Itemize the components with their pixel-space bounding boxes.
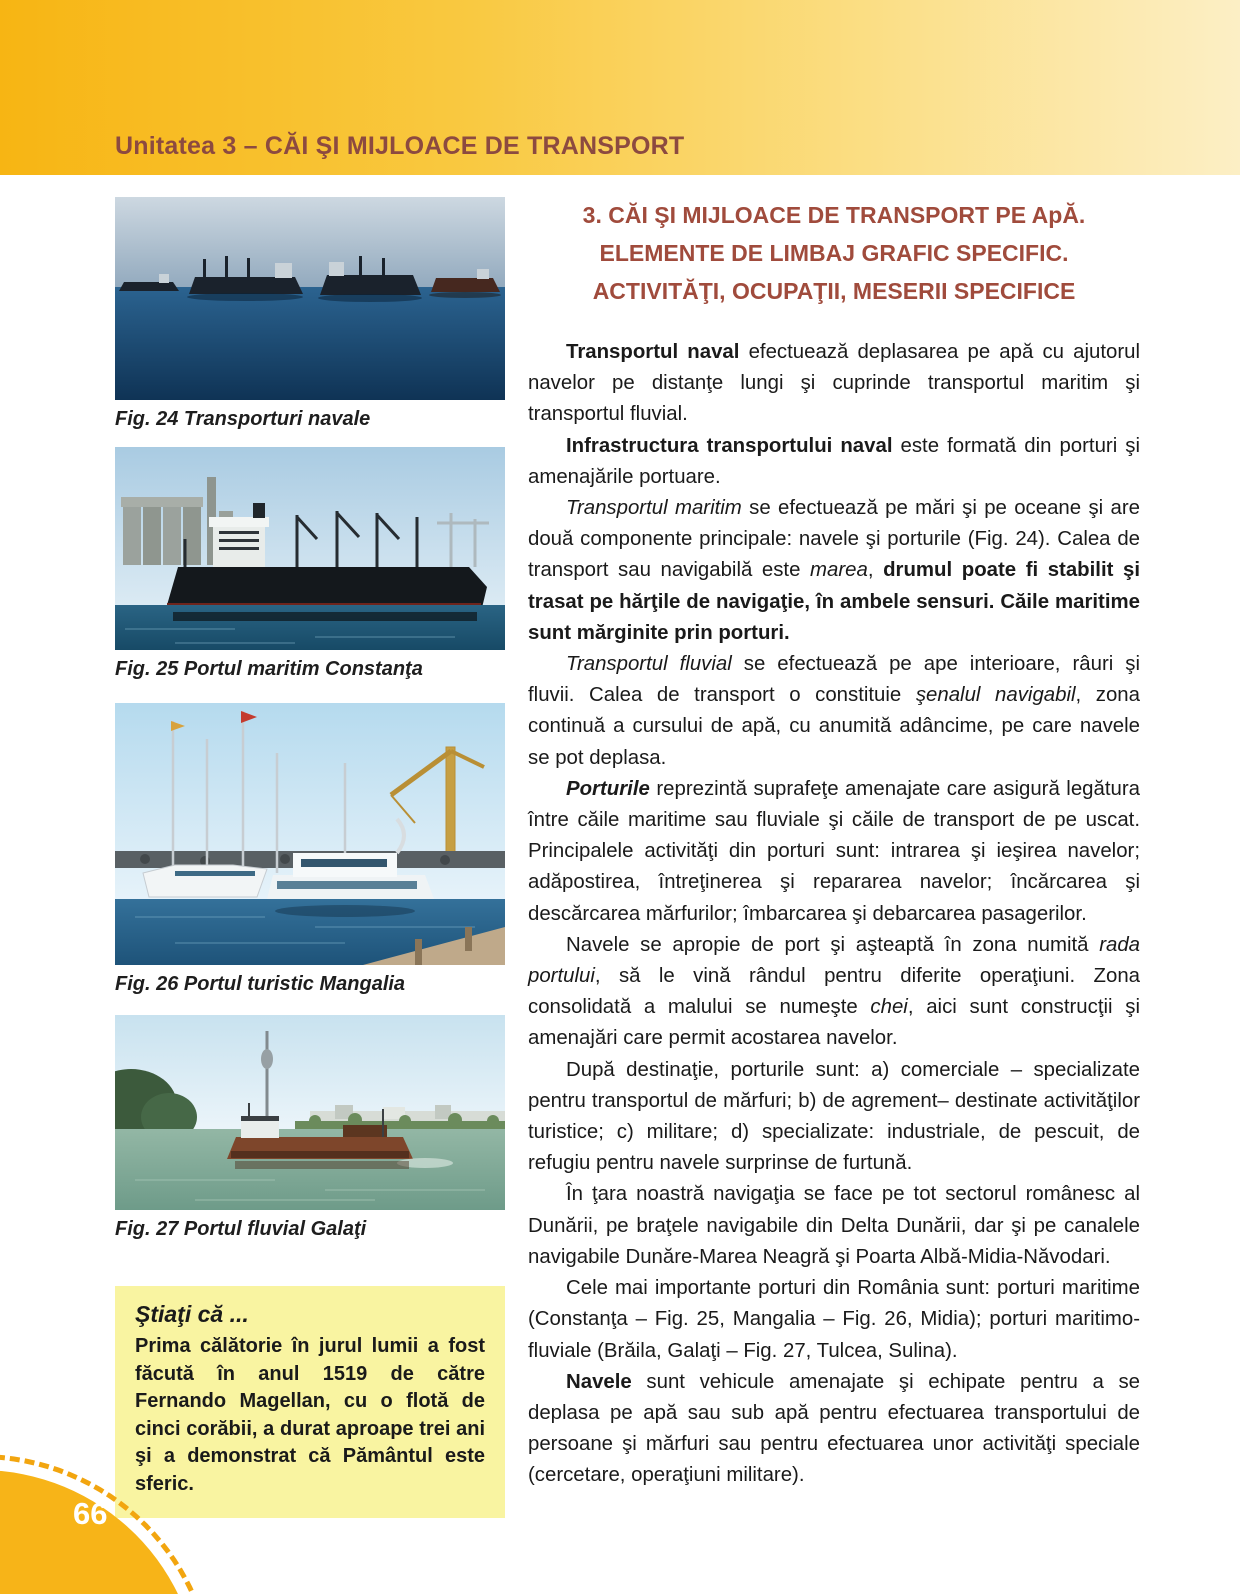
did-you-know-box xyxy=(115,1286,505,1518)
page-number: 66 xyxy=(73,1496,108,1531)
figure-25-caption: Fig. 25 Portul maritim Constanţa xyxy=(115,658,423,680)
figure-24-caption: Fig. 24 Transporturi navale xyxy=(115,408,371,430)
article-paragraph: Cele mai importante porturi din România sunt: porturi maritime (Constanţa – Fig. 25, Mangalia – Fig. 26, Midia); porturi maritimo-fluviale (Brăila, Galaţi – Fig. 27, Tulcea, Sulina). xyxy=(528,1277,1140,1362)
figure-26-caption: Fig. 26 Portul turistic Mangalia xyxy=(115,973,406,995)
river-port-photo xyxy=(115,1015,505,1210)
marina-photo xyxy=(115,703,505,965)
article-paragraph: După destinaţie, porturile sunt: a) comerciale – specializate pentru transportul de mărfuri; b) de agrement– destinate activităţilor turistice; c) militare; d) specializate: industriale, de pescuit, de refugiu pentru navele surprinse de furtună. xyxy=(528,1058,1140,1175)
did-you-know-body: Prima călătorie în jurul lumii a fost făcută în anul 1519 de către Fernando Magellan, cu o flotă de cinci corăbii, a durat aproape trei ani şi a demonstrat că Pământul este sferic. xyxy=(135,1335,485,1495)
lesson-title-line-1: 3. CĂI ŞI MIJLOACE DE TRANSPORT PE ApĂ. xyxy=(582,202,1086,228)
lesson-content xyxy=(528,196,1140,1492)
figure-25 xyxy=(115,447,505,684)
article-paragraph: În ţara noastră navigaţia se face pe tot sectorul românesc al Dunării, pe braţele navigabile din Delta Dunării, dar şi pe canalele navigabile Dunăre-Marea Neagră şi Poarta Albă-Midia-Năvodari. xyxy=(528,1183,1140,1268)
unit-header-band xyxy=(0,0,1240,175)
lesson-title-line-2: ELEMENTE DE LIMBAJ GRAFIC SPECIFIC. xyxy=(599,240,1069,266)
article-paragraph: Navele sunt vehicule amenajate şi echipate pentru a se deplasa pe apă sau sub apă pentru efectuarea transportului de persoane şi mărfuri sau pentru efectuarea unor activităţi speciale (cercetare, operaţiuni militare). xyxy=(528,1370,1140,1487)
did-you-know-title: Ştiaţi că ... xyxy=(135,1301,249,1327)
article-paragraph: Transportul naval efectuează deplasarea pe apă cu ajutorul navelor pe distanţe lungi şi cuprinde transportul maritim şi transportul fluvial. xyxy=(528,341,1140,426)
maritime-port-photo xyxy=(115,447,505,650)
lesson-title xyxy=(528,196,1140,310)
article-paragraph: Infrastructura transportului naval este formată din porturi şi amenajările portuare. xyxy=(528,434,1141,488)
article-paragraph: Transportul fluvial se efectuează pe ape interioare, râuri şi fluvii. Calea de transport o constituie şenalul navigabil, zona continuă a cursului de apă, cu anumită adâncime, pe care navele se pot deplasa. xyxy=(528,653,1140,769)
figures-column xyxy=(115,197,505,1518)
figure-26 xyxy=(115,703,505,999)
article-paragraph: Transportul maritim se efectuează pe mări şi pe oceane şi are două componente principale: navele şi porturile (Fig. 24). Calea de transport sau navigabilă este marea, drumul poate fi stabilit şi trasat pe hărţile de navigaţie, în ambele sensuri. Căile maritime sunt mărginite prin porturi. xyxy=(528,497,1141,644)
article-paragraph: Navele se apropie de port şi aşteaptă în zona numită rada portului, să le vină rândul pentru diferite operaţiuni. Zona consolidată a malului se numeşte chei, aici sunt construcţii şi amenajări care permit acostarea navelor. xyxy=(528,933,1140,1050)
figure-27-caption: Fig. 27 Portul fluvial Galaţi xyxy=(115,1218,367,1240)
lesson-title-line-3: ACTIVITĂŢI, OCUPAŢII, MESERII SPECIFICE xyxy=(592,278,1076,304)
figure-27 xyxy=(115,1015,505,1244)
unit-title: Unitatea 3 – CĂI ŞI MIJLOACE DE TRANSPORT xyxy=(115,132,685,160)
article-body xyxy=(528,337,1140,1492)
ships-at-sea-photo xyxy=(115,197,505,400)
article-paragraph: Porturile reprezintă suprafeţe amenajate care asigură legătura între căile maritime sau fluviale şi căile de transport de pe uscat. Principalele activităţi din porturi sunt: intrarea şi ieşirea navelor; adăpostirea, întreţinerea şi repararea navelor; încărcarea şi descărcarea mărfurilor; îmbarcarea şi debarcarea pasagerilor. xyxy=(528,777,1140,925)
figure-24 xyxy=(115,197,505,434)
